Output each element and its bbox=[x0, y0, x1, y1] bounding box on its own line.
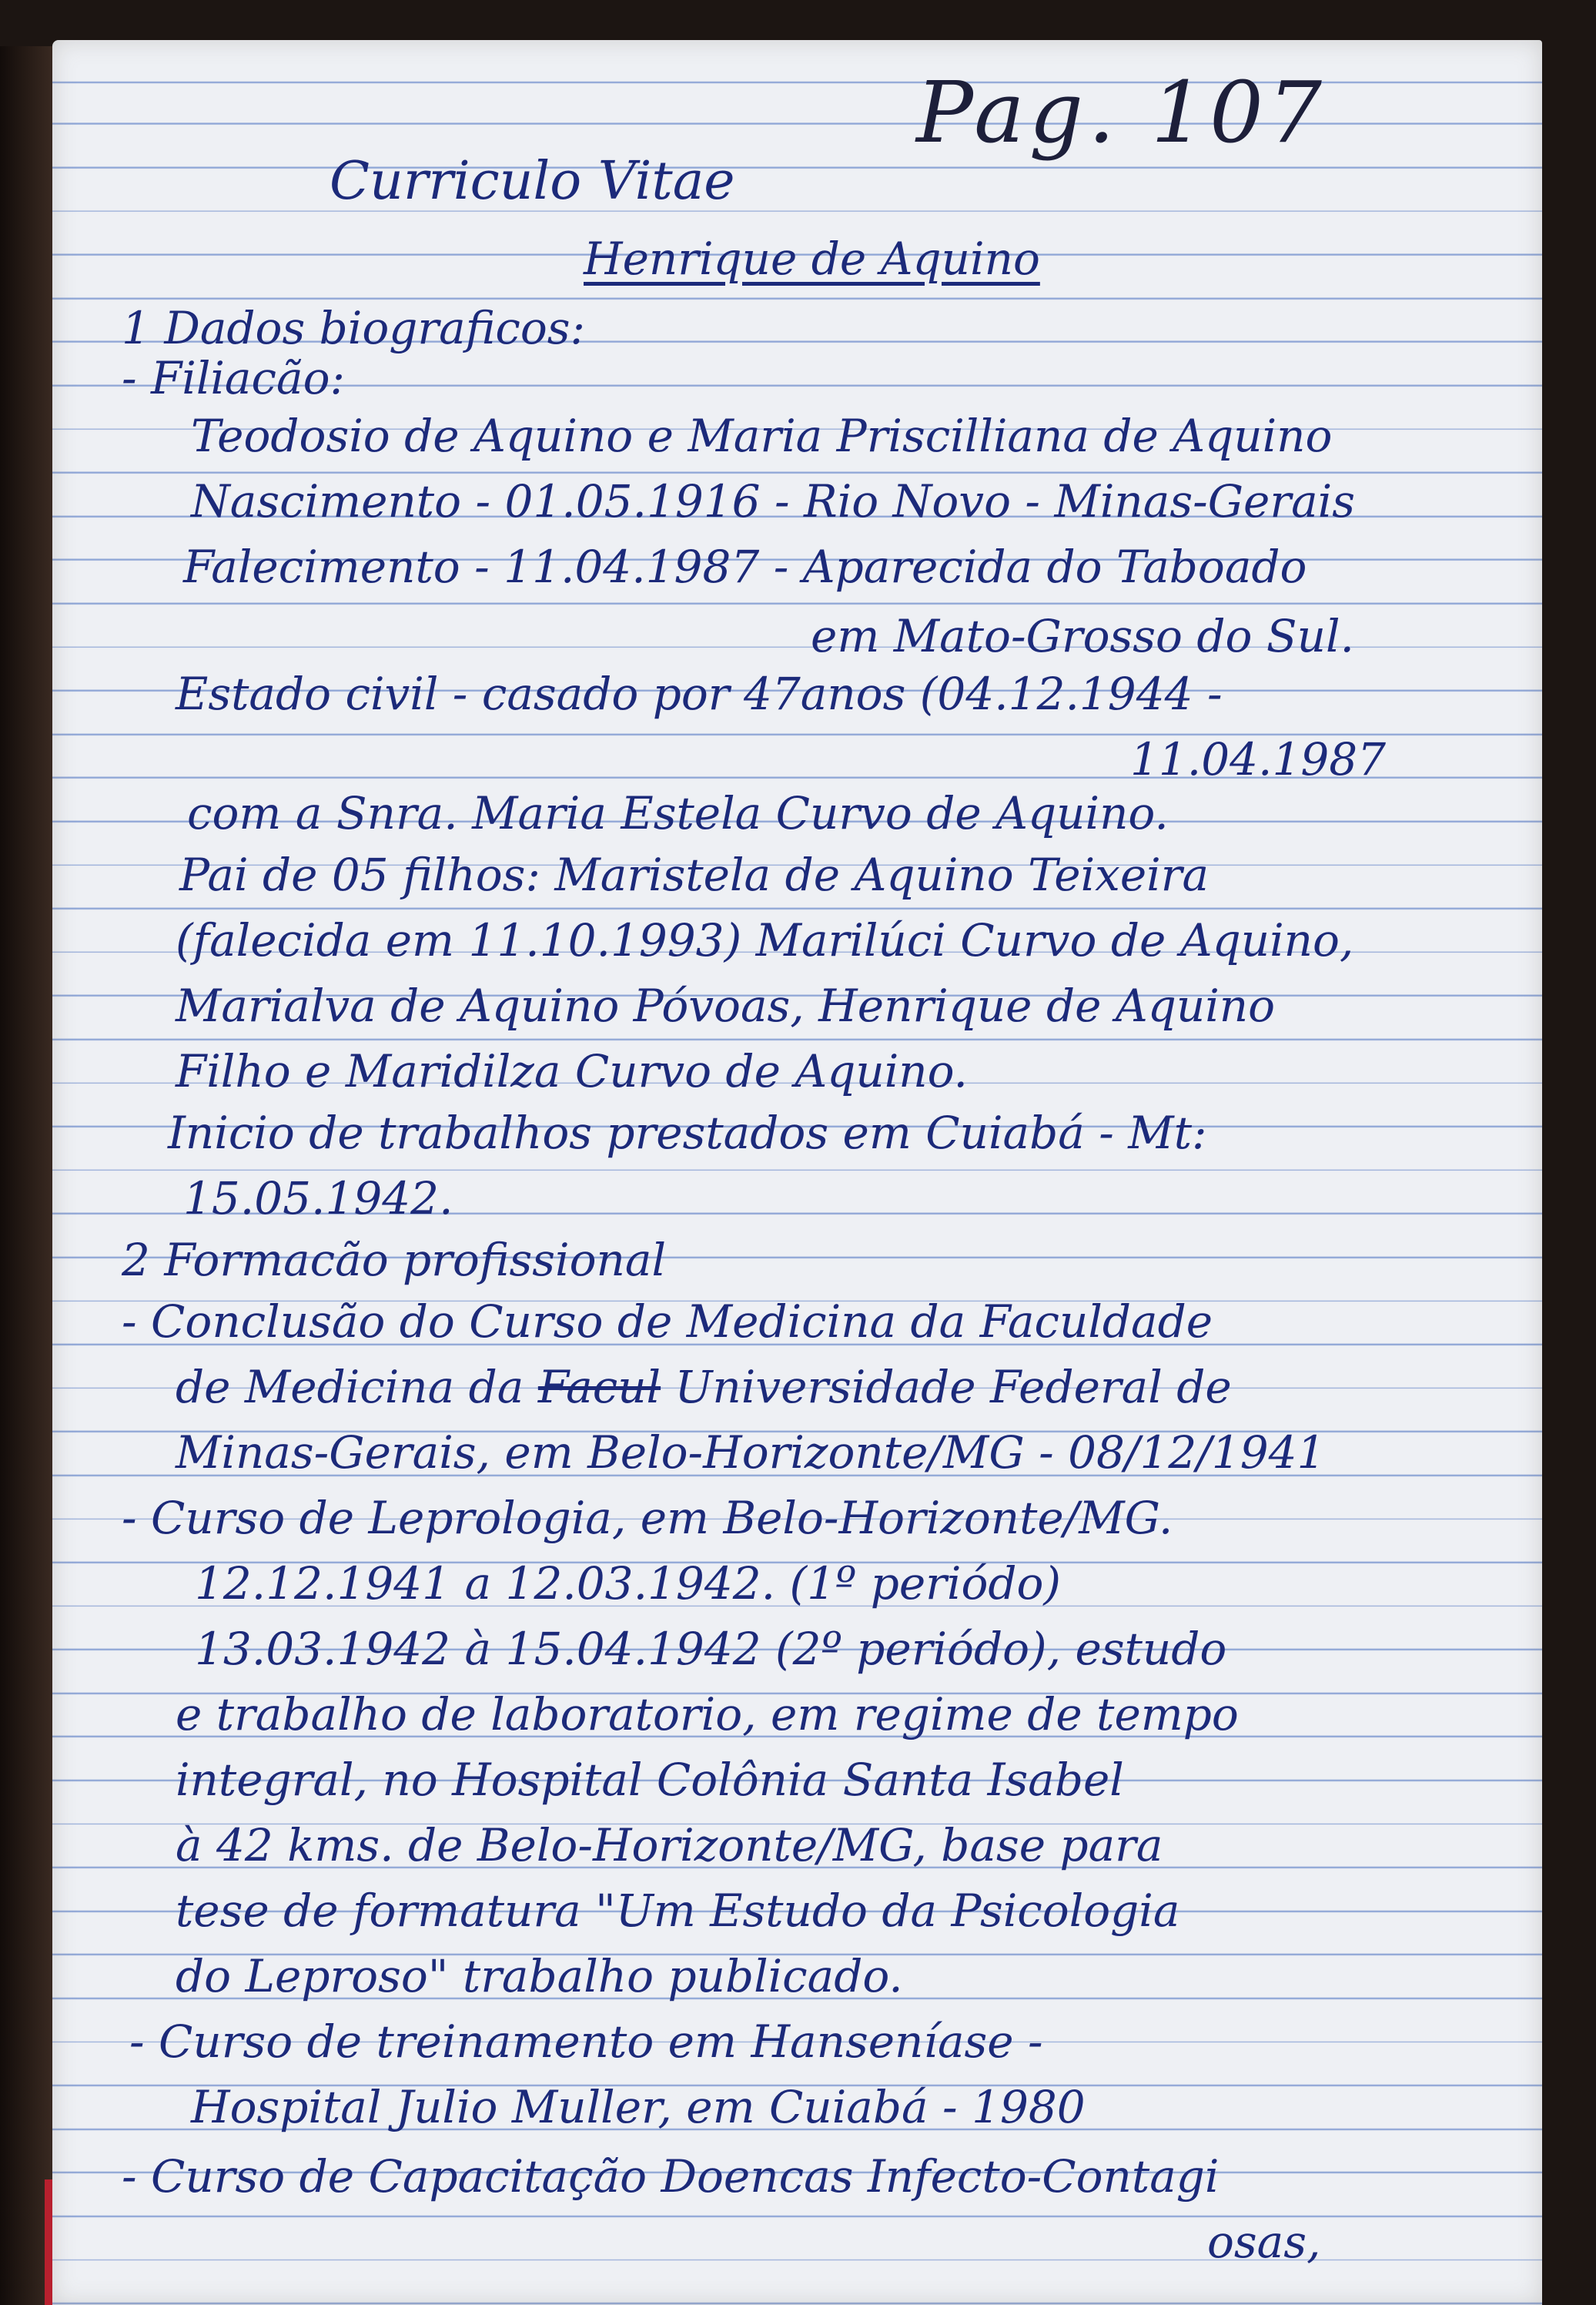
text-segment: Universidade Federal de bbox=[674, 1361, 1232, 1413]
text-line: - Filiacão: bbox=[122, 352, 346, 404]
text-line: 13.03.1942 à 15.04.1942 (2º periódo), estudo bbox=[195, 1623, 1227, 1675]
text-line: Marialva de Aquino Póvoas, Henrique de Aquino bbox=[176, 980, 1276, 1032]
text-line: Inicio de trabalhos prestados em Cuiabá - Mt: bbox=[168, 1107, 1207, 1159]
text-line: com a Snra. Maria Estela Curvo de Aquino. bbox=[187, 787, 1169, 839]
struck-out-word: Facul bbox=[537, 1361, 661, 1413]
notebook-page bbox=[52, 40, 1542, 2305]
text-line: em Mato-Grosso do Sul. bbox=[811, 610, 1354, 662]
text-line: integral, no Hospital Colônia Santa Isabel bbox=[176, 1754, 1124, 1806]
text-line: e trabalho de laboratorio, em regime de tempo bbox=[176, 1688, 1239, 1740]
text-line: à 42 kms. de Belo-Horizonte/MG, base para bbox=[176, 1819, 1163, 1871]
text-line: Filho e Maridilza Curvo de Aquino. bbox=[176, 1045, 968, 1097]
text-line: osas, bbox=[1207, 2216, 1321, 2268]
text-line: Estado civil - casado por 47anos (04.12.1944 - bbox=[176, 668, 1223, 720]
text-line: Minas-Gerais, em Belo-Horizonte/MG - 08/12/1941 bbox=[176, 1426, 1326, 1479]
section-heading: 2 Formacão profissional bbox=[122, 1234, 666, 1286]
text-line: - Curso de Capacitação Doencas Infecto-Contagi bbox=[122, 2150, 1220, 2203]
document-subtitle: Henrique de Aquino bbox=[584, 233, 1040, 285]
text-line: 12.12.1941 a 12.03.1942. (1º periódo) bbox=[195, 1557, 1062, 1610]
text-line: Nascimento - 01.05.1916 - Rio Novo - Minas-Gerais bbox=[191, 475, 1355, 528]
text-line: - Conclusão do Curso de Medicina da Faculdade bbox=[122, 1295, 1213, 1348]
section-heading: 1 Dados biograficos: bbox=[122, 302, 586, 354]
page-number: Pag. 107 bbox=[916, 63, 1327, 162]
text-line bbox=[176, 1361, 1232, 1413]
text-line: tese de formatura "Um Estudo da Psicologia bbox=[176, 1885, 1180, 1937]
text-line: 15.05.1942. bbox=[183, 1172, 453, 1225]
text-line: (falecida em 11.10.1993) Marilúci Curvo de Aquino, bbox=[176, 914, 1354, 967]
notebook-binding bbox=[0, 46, 54, 2305]
text-line: - Curso de Leprologia, em Belo-Horizonte/MG. bbox=[122, 1492, 1173, 1544]
text-line: Teodosio de Aquino e Maria Priscilliana de Aquino bbox=[191, 410, 1333, 462]
text-line: Hospital Julio Muller, em Cuiabá - 1980 bbox=[191, 2081, 1086, 2133]
document-title: Curriculo Vitae bbox=[330, 151, 735, 212]
text-line: - Curso de treinamento em Hanseníase - bbox=[129, 2015, 1043, 2068]
text-line: 11.04.1987 bbox=[1130, 733, 1387, 786]
text-line: do Leproso" trabalho publicado. bbox=[176, 1950, 903, 2002]
text-segment: de Medicina da bbox=[176, 1361, 524, 1413]
text-line: Pai de 05 filhos: Maristela de Aquino Teixeira bbox=[179, 849, 1210, 901]
text-line: Falecimento - 11.04.1987 - Aparecida do Taboado bbox=[183, 541, 1307, 593]
